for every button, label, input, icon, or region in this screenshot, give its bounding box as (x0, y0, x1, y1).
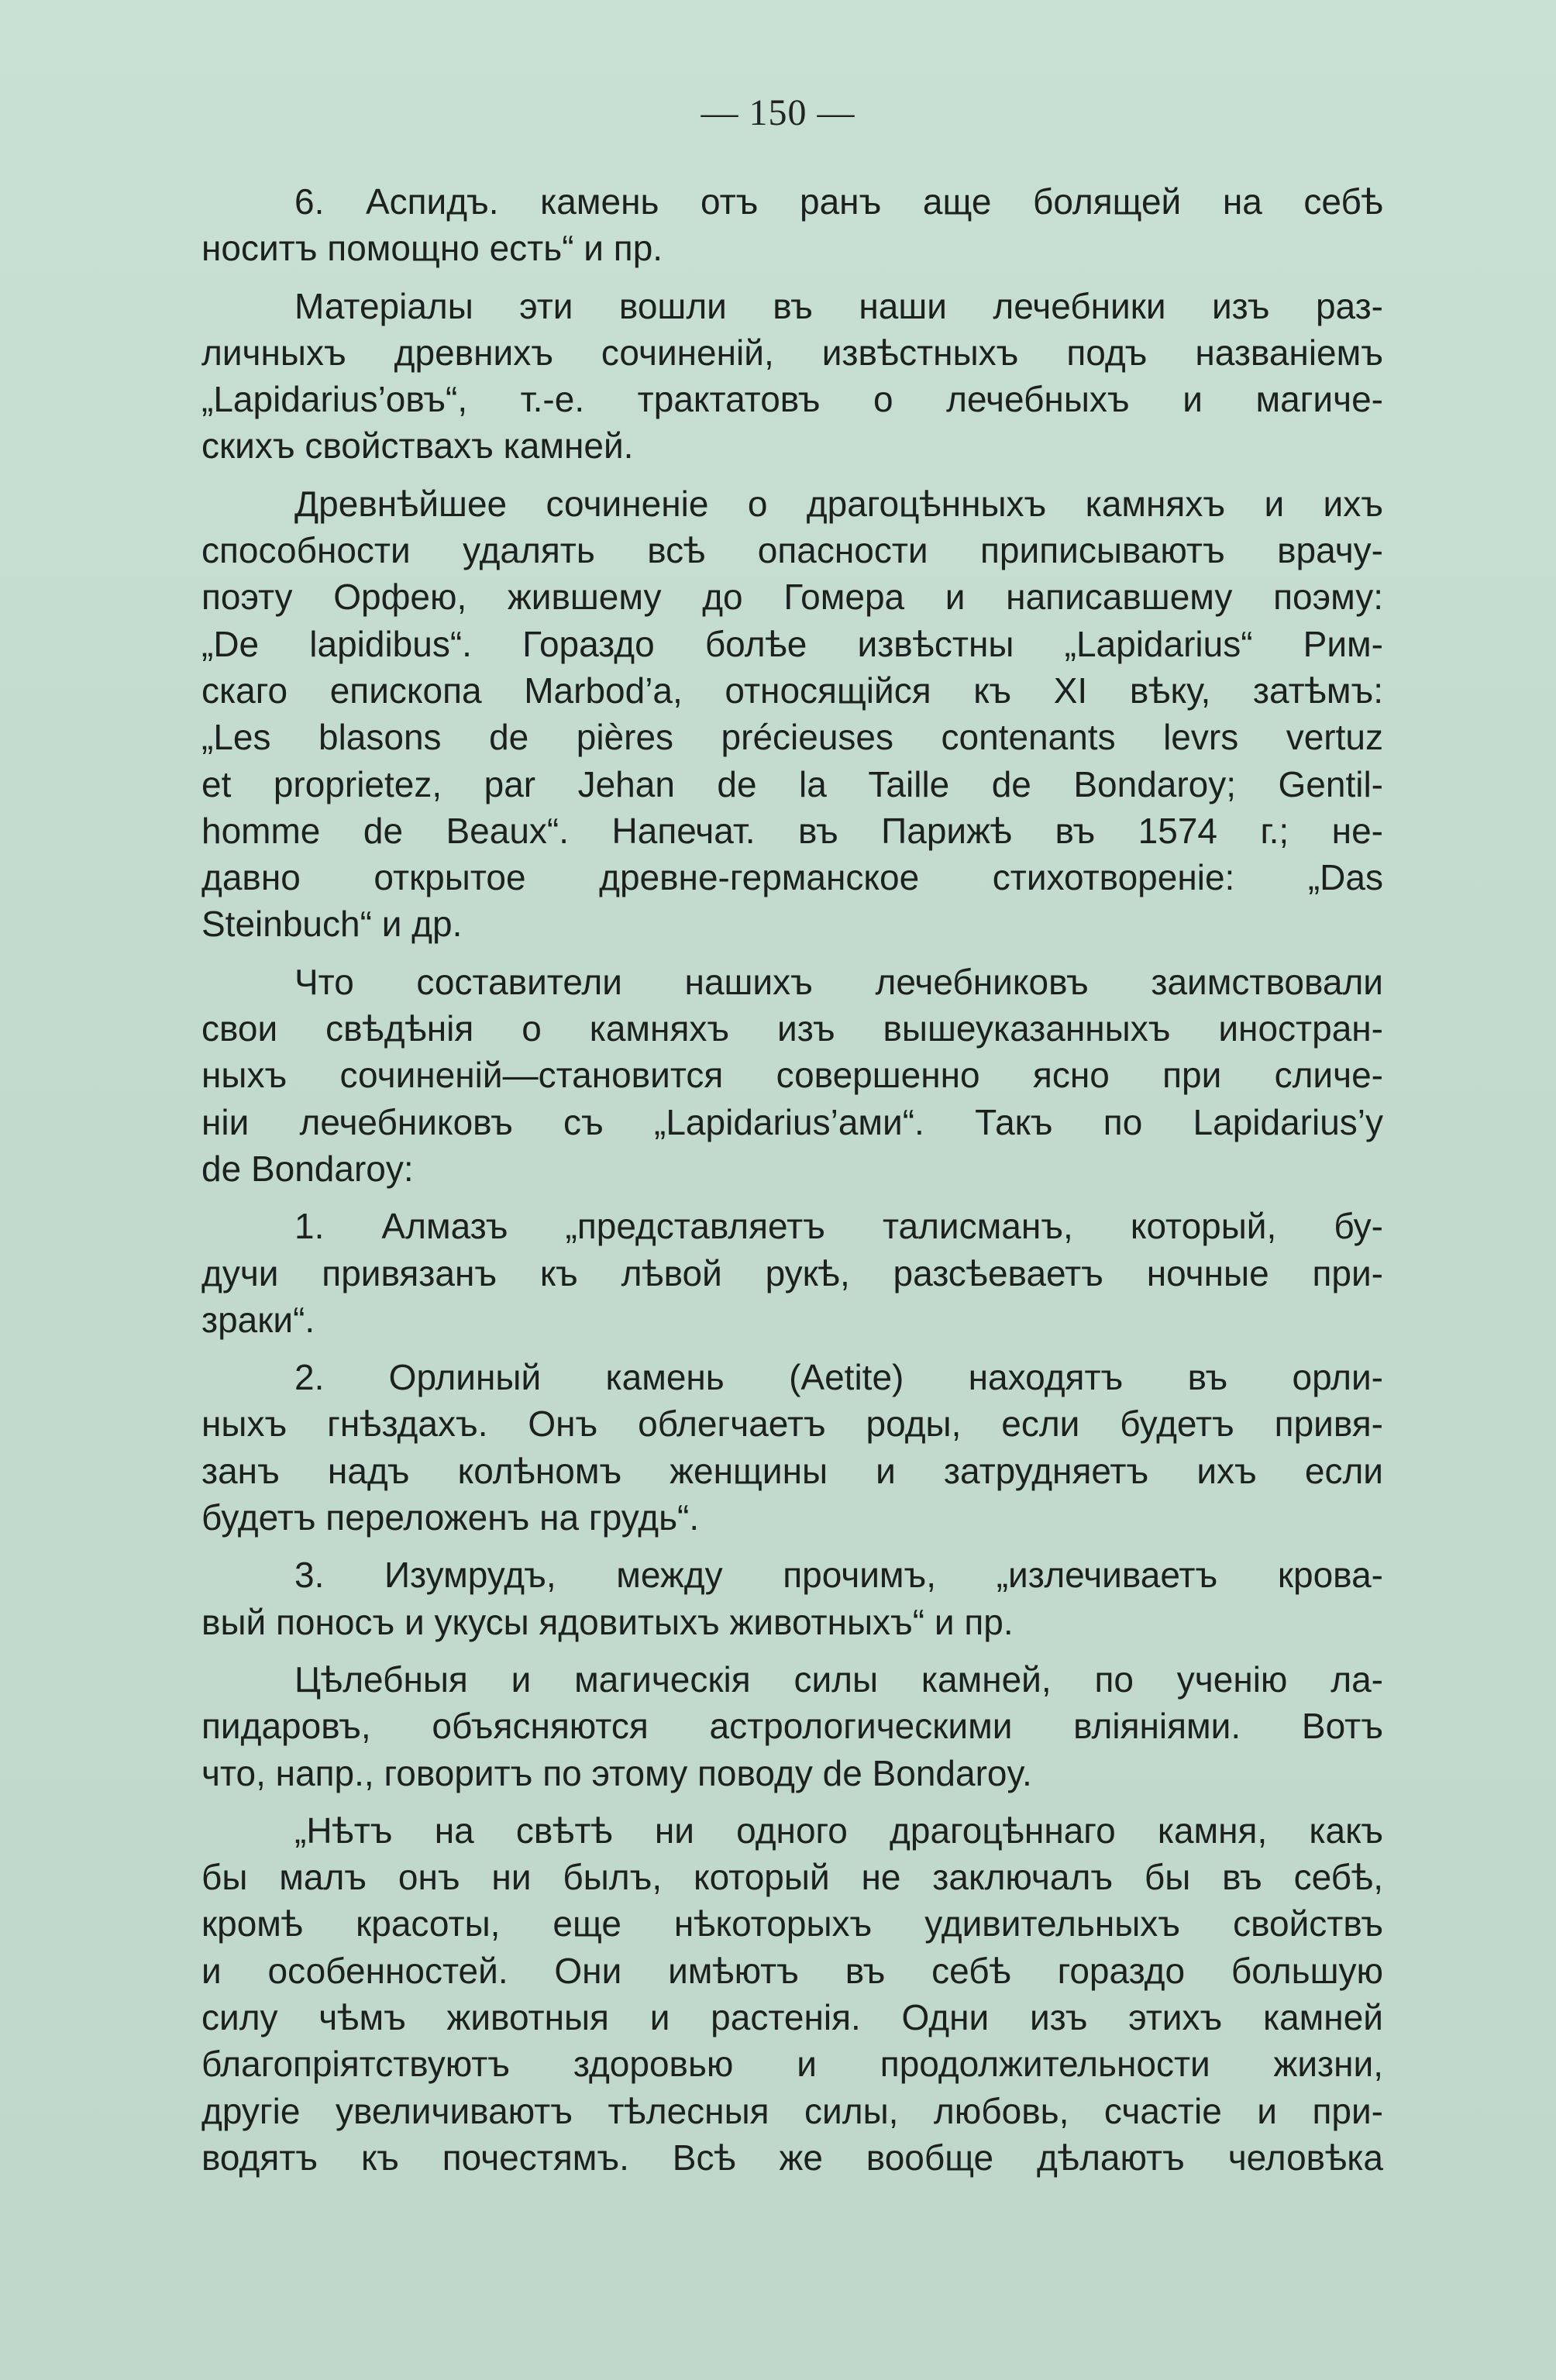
text-line: „De lapidibus“. Гораздо болѣе извѣстны „Lapidarius“ Рим- (201, 623, 1383, 664)
text-line: поэту Орфею, жившему до Гомера и написавшему поэму: (201, 577, 1383, 618)
text-line: дучи привязанъ къ лѣвой рукѣ, разсѣеваетъ ночные при- (201, 1252, 1383, 1293)
text-line: Цѣлебныя и магическія силы камней, по ученію ла- (294, 1658, 1383, 1700)
text-line: давно открытое древне-германское стихотвореніе: „Das (201, 857, 1383, 898)
text-line: скихъ свойствахъ камней. (201, 425, 634, 467)
text-line: кромѣ красоты, еще нѣкоторыхъ удивительныхъ свойствъ (201, 1903, 1383, 1944)
paragraph (201, 1656, 1383, 1796)
text-line: что, напр., говоритъ по этому поводу de Bondaroy. (201, 1752, 1032, 1793)
text-line: „Нѣтъ на свѣтѣ ни одного драгоцѣннаго камня, какъ (294, 1810, 1383, 1851)
paragraph (201, 480, 1383, 948)
text-line: силу чѣмъ животныя и растенія. Одни изъ этихъ камней (201, 1996, 1383, 2037)
paragraph (201, 959, 1383, 1192)
paragraph (201, 1552, 1383, 1645)
text-line: „Les blasons de pières précieuses contenants levrs vertuz (201, 717, 1383, 758)
text-line: бы малъ онъ ни былъ, который не заключалъ бы въ себѣ, (201, 1857, 1383, 1898)
text-line: 6. Аспидъ. камень отъ ранъ аще болящей на себѣ (294, 181, 1383, 222)
paragraph (201, 1354, 1383, 1541)
text-line: водятъ къ почестямъ. Всѣ же вообще дѣлаютъ человѣка (201, 2137, 1383, 2178)
text-line: способности удалять всѣ опасности приписываютъ врачу- (201, 530, 1383, 571)
text-line: ныхъ гнѣздахъ. Онъ облегчаетъ роды, если будетъ привя- (201, 1404, 1383, 1445)
paragraph (201, 1807, 1383, 2181)
paragraph (201, 178, 1383, 272)
text-line: Steinbuch“ и др. (201, 904, 463, 945)
text-line: de Bondaroy: (201, 1148, 414, 1189)
text-line: 3. Изумрудъ, между прочимъ, „излечиваетъ крова- (294, 1555, 1383, 1596)
text-line: пидаровъ, объясняются астрологическими вліяніями. Вотъ (201, 1706, 1383, 1747)
paragraph (201, 1203, 1383, 1343)
text-line: другіе увеличиваютъ тѣлесныя силы, любовь, счастіе и при- (201, 2090, 1383, 2131)
text-line: благопріятствуютъ здоровью и продолжительности жизни, (201, 2044, 1383, 2085)
text-line: свои свѣдѣнія о камняхъ изъ вышеуказанныхъ иностран- (201, 1008, 1383, 1049)
text-line: „Lapidarius’овъ“, т.-е. трактатовъ о лечебныхъ и магиче- (201, 379, 1383, 420)
text-line: et proprietez, par Jehan de la Taille de Bondaroy; Gentil- (201, 763, 1383, 804)
text-line: занъ надъ колѣномъ женщины и затрудняетъ ихъ если (201, 1450, 1383, 1491)
text-line: ныхъ сочиненій—становится совершенно ясно при сличе- (201, 1055, 1383, 1096)
text-line: скаго епископа Marbod’a, относящійся къ XI вѣку, затѣмъ: (201, 670, 1383, 711)
text-line: личныхъ древнихъ сочиненій, извѣстныхъ подъ названіемъ (201, 332, 1383, 373)
text-line: и особенностей. Они имѣютъ въ себѣ гораздо большую (201, 1950, 1383, 1991)
text-line: Древнѣйшее сочиненіе о драгоцѣнныхъ камняхъ и ихъ (294, 483, 1383, 524)
text-line: будетъ переложенъ на грудь“. (201, 1497, 700, 1538)
text-line: 2. Орлиный камень (Aetite) находятъ въ орли- (294, 1357, 1383, 1398)
text-line: Матеріалы эти вошли въ наши лечебники изъ раз- (294, 285, 1383, 326)
text-line: 1. Алмазъ „представляетъ талисманъ, который, бу- (294, 1206, 1383, 1247)
text-line: носитъ помощно есть“ и пр. (201, 228, 663, 269)
text-line: зраки“. (201, 1299, 315, 1340)
page-number: — 150 — (701, 92, 855, 133)
paragraph (201, 283, 1383, 470)
body-text (201, 178, 1383, 2192)
text-line: homme de Beaux“. Напечат. въ Парижѣ въ 1574 г.; не- (201, 810, 1383, 851)
text-line: ніи лечебниковъ съ „Lapidarius’ами“. Такъ по Lapidarius’у (201, 1101, 1383, 1142)
text-line: Что составители нашихъ лечебниковъ заимствовали (294, 961, 1383, 1002)
text-line: вый поносъ и укусы ядовитыхъ животныхъ“ и пр. (201, 1601, 1014, 1642)
